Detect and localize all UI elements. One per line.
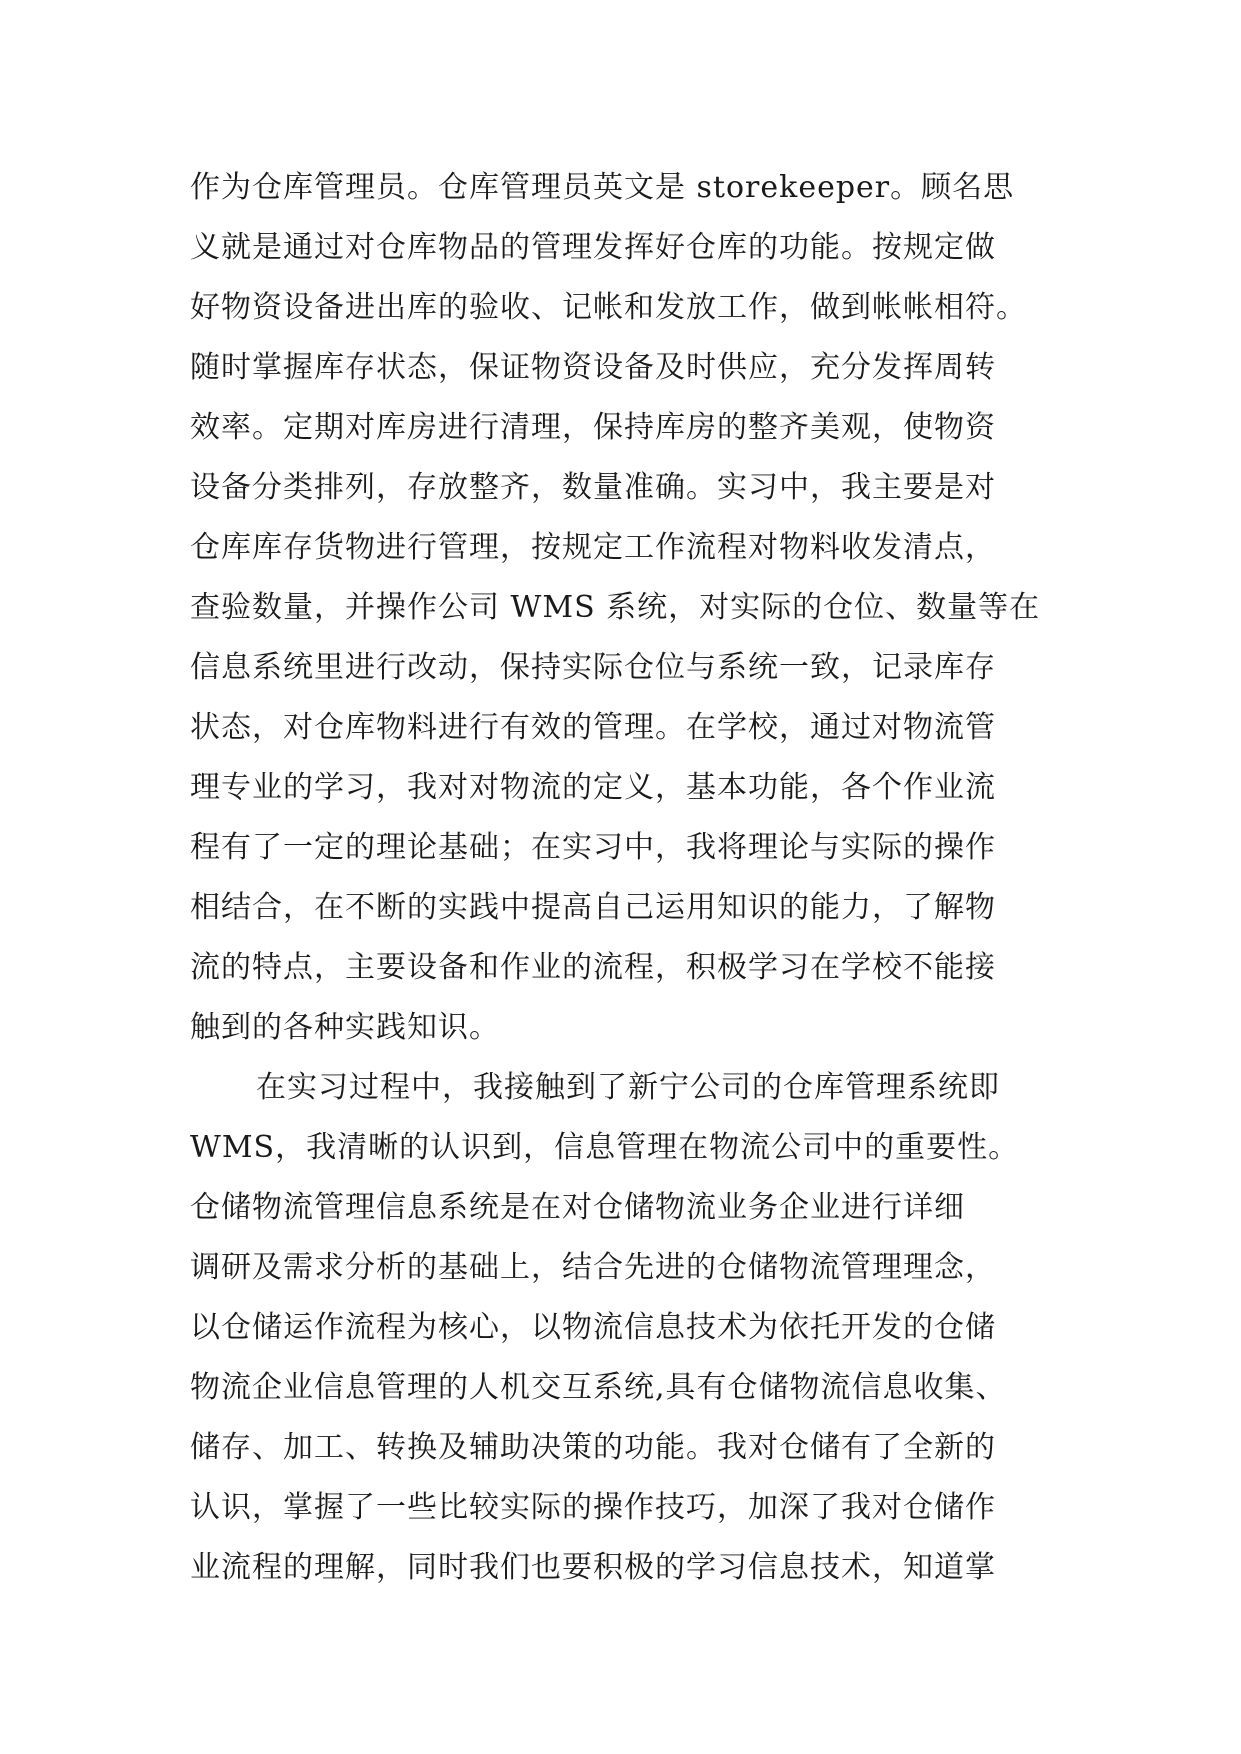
text-line: 状态，对仓库物料进行有效的管理。在学校，通过对物流管 (190, 710, 996, 745)
body-text (190, 158, 1070, 1598)
text-line: 作为仓库管理员。仓库管理员英文是 storekeeper。顾名思 (190, 170, 1015, 205)
text-line: 设备分类排列，存放整齐，数量准确。实习中，我主要是对 (190, 470, 996, 505)
text-line: 流的特点，主要设备和作业的流程，积极学习在学校不能接 (190, 950, 996, 985)
text-line: 仓库库存货物进行管理，按规定工作流程对物料收发清点， (190, 530, 996, 565)
text-line: 信息系统里进行改动，保持实际仓位与系统一致，记录库存 (190, 650, 996, 685)
text-line: 触到的各种实践知识。 (190, 1010, 500, 1045)
text-line: 仓储物流管理信息系统是在对仓储物流业务企业进行详细 (190, 1190, 965, 1225)
text-line: 相结合，在不断的实践中提高自己运用知识的能力，了解物 (190, 890, 996, 925)
text-line: 程有了一定的理论基础；在实习中，我将理论与实际的操作 (190, 830, 996, 865)
text-line: 好物资设备进出库的验收、记帐和发放工作，做到帐帐相符。 (190, 290, 1027, 325)
text-line: 物流企业信息管理的人机交互系统,具有仓储物流信息收集、 (190, 1370, 1007, 1405)
text-line: 随时掌握库存状态，保证物资设备及时供应，充分发挥周转 (190, 350, 996, 385)
text-line: 业流程的理解，同时我们也要积极的学习信息技术，知道掌 (190, 1550, 996, 1585)
text-line: 查验数量，并操作公司 WMS 系统，对实际的仓位、数量等在 (190, 590, 1041, 625)
paragraph-1 (190, 158, 1070, 1058)
text-line: 调研及需求分析的基础上，结合先进的仓储物流管理理念， (190, 1250, 996, 1285)
text-line: 在实习过程中，我接触到了新宁公司的仓库管理系统即 (256, 1070, 1000, 1105)
text-line: WMS，我清晰的认识到，信息管理在物流公司中的重要性。 (190, 1130, 1020, 1165)
text-line: 效率。定期对库房进行清理，保持库房的整齐美观，使物资 (190, 410, 996, 445)
text-line: 认识，掌握了一些比较实际的操作技巧，加深了我对仓储作 (190, 1490, 996, 1525)
text-line: 储存、加工、转换及辅助决策的功能。我对仓储有了全新的 (190, 1430, 996, 1465)
text-line: 义就是通过对仓库物品的管理发挥好仓库的功能。按规定做 (190, 230, 996, 265)
paragraph-2 (190, 1058, 1070, 1598)
text-line: 以仓储运作流程为核心，以物流信息技术为依托开发的仓储 (190, 1310, 996, 1345)
text-line: 理专业的学习，我对对物流的定义，基本功能，各个作业流 (190, 770, 996, 805)
